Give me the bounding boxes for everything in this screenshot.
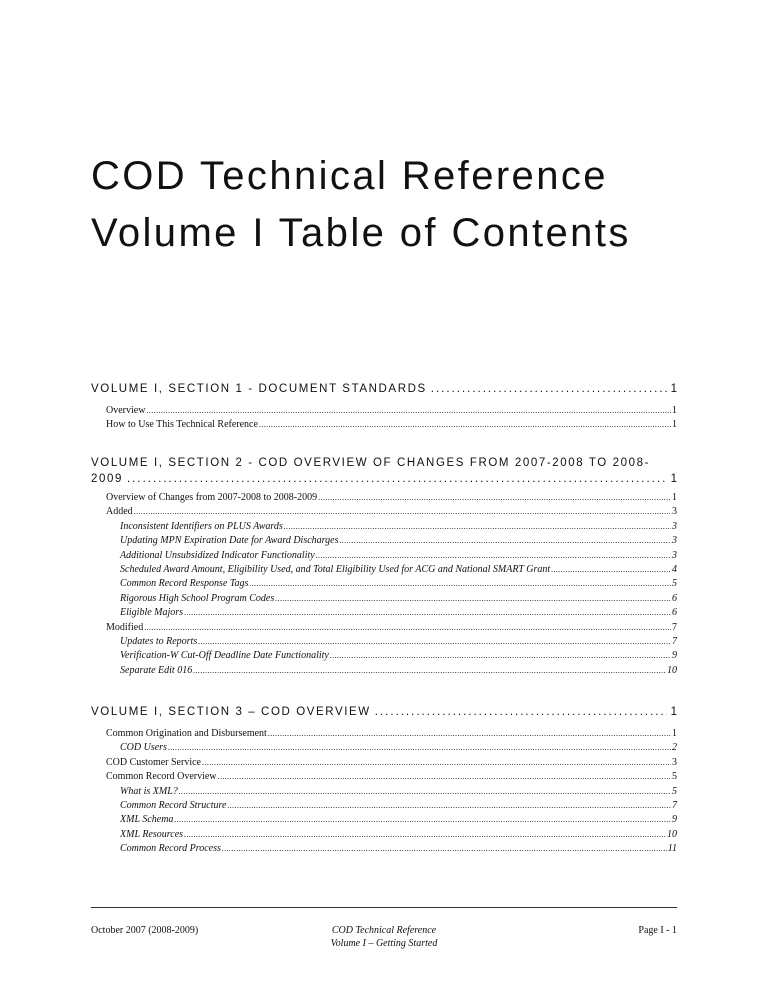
toc-subentry[interactable]	[106, 577, 677, 591]
dot-leader	[268, 727, 671, 741]
toc-entry-text: Updating MPN Expiration Date for Award Discharges	[120, 535, 339, 547]
toc-entry-page: 1	[672, 728, 677, 739]
dot-leader	[375, 704, 667, 720]
dot-leader	[275, 592, 671, 606]
dot-leader	[144, 621, 671, 635]
toc-entry-text: COD Users	[120, 742, 167, 754]
toc-entry-page: 7	[672, 621, 677, 633]
toc-entry-text: XML Schema	[120, 814, 174, 826]
dot-leader	[193, 664, 666, 678]
dot-leader	[318, 491, 671, 505]
toc-section-2-entries	[106, 491, 677, 678]
dot-leader	[184, 606, 671, 620]
section-heading-text-cont: 2009	[91, 473, 123, 485]
toc-entry[interactable]	[106, 418, 677, 432]
footer-date: October 2007 (2008-2009)	[91, 925, 199, 936]
section-page-number: 1	[670, 473, 677, 485]
toc-subentry[interactable]	[106, 741, 677, 755]
dot-leader	[184, 828, 666, 842]
toc-entry-page: 5	[672, 785, 677, 797]
toc-entry-page: 10	[667, 828, 677, 840]
dot-leader	[551, 563, 671, 577]
toc-subentry[interactable]	[106, 785, 677, 799]
section-heading-text: VOLUME I, SECTION 3 – COD OVERVIEW	[91, 706, 371, 718]
toc-entry-text: Common Record Process	[120, 843, 221, 855]
toc-section-2-heading[interactable]	[91, 455, 677, 487]
dot-leader	[249, 577, 671, 591]
toc-entry-page: 3	[672, 756, 677, 768]
toc-subentry[interactable]	[106, 606, 677, 620]
footer-title-line-1: COD Technical Reference	[331, 925, 437, 936]
toc-subentry[interactable]	[106, 549, 677, 563]
toc-entry-text: Inconsistent Identifiers on PLUS Awards	[120, 520, 283, 532]
toc-entry-text: Common Record Overview	[106, 771, 217, 783]
toc-subentry[interactable]	[106, 649, 677, 663]
toc-entry-text: Modified	[106, 621, 144, 633]
toc-entry[interactable]	[106, 491, 677, 505]
toc-entry-text: Additional Unsubsidized Indicator Functionality	[120, 549, 315, 561]
toc-section-1-heading[interactable]	[91, 381, 677, 397]
toc-entry-page: 5	[672, 578, 677, 590]
toc-entry-text: Added	[106, 506, 133, 518]
toc-subentry[interactable]	[106, 842, 677, 856]
footer-page-number: Page I - 1	[638, 925, 677, 936]
toc-entry-page: 1	[672, 492, 677, 503]
toc-entry-text: Overview of Changes from 2007-2008 to 2008-2009	[106, 492, 318, 503]
toc-entry-page: 6	[672, 592, 677, 604]
section-page-number: 1	[670, 706, 677, 718]
dot-leader	[179, 785, 671, 799]
toc-entry[interactable]	[106, 770, 677, 784]
footer-title-line-2: Volume I – Getting Started	[330, 938, 438, 949]
toc-entry-text: Common Record Response Tags	[120, 578, 249, 590]
dot-leader	[222, 842, 667, 856]
dot-leader	[174, 813, 671, 827]
dot-leader	[316, 549, 671, 563]
toc-subentry[interactable]	[106, 534, 677, 548]
section-heading-text: VOLUME I, SECTION 2 - COD OVERVIEW OF CHANGES FROM 2007-2008 TO 2008-	[91, 457, 651, 469]
toc-subentry[interactable]	[106, 520, 677, 534]
toc-entry-text: Separate Edit 016	[120, 664, 193, 676]
page-footer	[91, 907, 677, 949]
section-heading-text: VOLUME I, SECTION 1 - DOCUMENT STANDARDS	[91, 383, 427, 395]
toc-section-3-entries	[106, 727, 677, 857]
section-page-number: 1	[670, 383, 677, 395]
title-line-1: COD Technical Reference	[91, 154, 608, 198]
toc-entry-text: Common Origination and Disbursement	[106, 728, 267, 739]
dot-leader	[431, 381, 667, 397]
dot-leader	[198, 635, 671, 649]
dot-leader	[134, 505, 671, 519]
toc-subentry[interactable]	[106, 799, 677, 813]
toc-entry[interactable]	[106, 505, 677, 519]
toc-section-3-heading[interactable]	[91, 704, 677, 720]
toc-entry-page: 4	[672, 563, 677, 575]
toc-entry-page: 3	[672, 520, 677, 532]
toc-entry-text: XML Resources	[120, 828, 184, 840]
toc-entry[interactable]	[106, 621, 677, 635]
toc-entry-page: 9	[672, 814, 677, 826]
toc-entry-text: Rigorous High School Program Codes	[120, 592, 275, 604]
toc-entry-text: Scheduled Award Amount, Eligibility Used, and Total Eligibility Used for ACG and National SMART Grant	[120, 563, 551, 575]
toc-entry-text: Eligible Majors	[120, 607, 184, 619]
toc-entry[interactable]	[106, 404, 677, 418]
dot-leader	[168, 741, 671, 755]
document-title	[91, 148, 631, 262]
toc-entry-text: Overview	[106, 405, 146, 416]
toc-subentry[interactable]	[106, 828, 677, 842]
toc-entry-text: COD Customer Service	[106, 756, 201, 768]
toc-entry-page: 11	[667, 843, 677, 855]
dot-leader	[259, 418, 671, 432]
toc-entry-page: 6	[672, 607, 677, 619]
toc-entry-page: 7	[672, 635, 677, 647]
toc-entry-text: Common Record Structure	[120, 799, 227, 811]
toc-entry-page: 10	[667, 664, 677, 676]
toc-entry[interactable]	[106, 756, 677, 770]
toc-entry-page: 1	[672, 405, 677, 416]
dot-leader	[127, 471, 667, 487]
toc-entry-page: 1	[672, 419, 677, 431]
toc-entry-text: How to Use This Technical Reference	[106, 419, 258, 431]
toc-entry-page: 5	[672, 771, 677, 783]
toc-entry-page: 3	[672, 506, 677, 518]
toc-section-1-entries	[106, 404, 677, 433]
toc-entry-text: What is XML?	[120, 785, 178, 797]
toc-entry-text: Updates to Reports	[120, 635, 198, 647]
dot-leader	[202, 756, 671, 770]
dot-leader	[227, 799, 671, 813]
toc-subentry[interactable]	[106, 563, 677, 577]
toc-subentry[interactable]	[106, 592, 677, 606]
toc-subentry[interactable]	[106, 813, 677, 827]
toc-subentry[interactable]	[106, 635, 677, 649]
toc-entry-page: 3	[672, 535, 677, 547]
toc-entry-page: 7	[672, 799, 677, 811]
footer-doc-title	[91, 924, 677, 950]
toc-entry-page: 2	[672, 742, 677, 754]
toc-entry[interactable]	[106, 727, 677, 741]
toc-entry-page: 3	[672, 549, 677, 561]
title-line-2: Volume I Table of Contents	[91, 211, 631, 255]
toc-entry-page: 9	[672, 650, 677, 662]
dot-leader	[146, 404, 671, 418]
toc-entry-text: Verification-W Cut-Off Deadline Date Functionality	[120, 650, 329, 662]
toc-subentry[interactable]	[106, 664, 677, 678]
dot-leader	[330, 649, 671, 663]
dot-leader	[340, 534, 671, 548]
dot-leader	[218, 770, 671, 784]
dot-leader	[284, 520, 671, 534]
